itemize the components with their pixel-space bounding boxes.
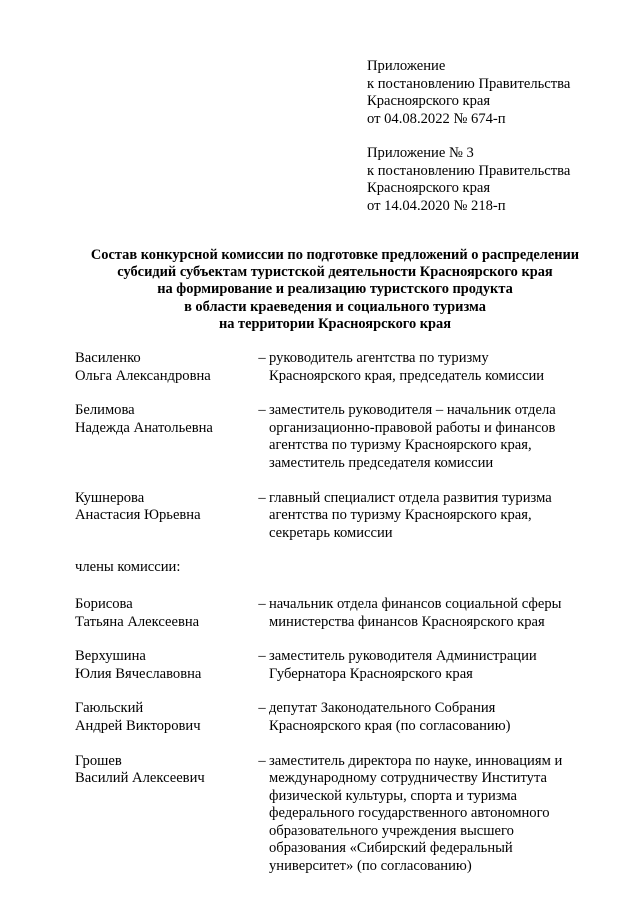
members-list: [75, 596, 605, 876]
member-role-line: Губернатора Красноярского края: [269, 665, 473, 682]
member-name: [75, 753, 255, 876]
member-name-line: Грошев: [75, 752, 122, 769]
member-role-line: организационно-правовой работы и финансов: [269, 419, 556, 436]
appendix-block-original: [367, 145, 627, 215]
appendix-line: к постановлению Правительства: [367, 162, 571, 179]
member-role-line: руководитель агентства по туризму: [269, 350, 489, 366]
member-role-line: агентства по туризму Красноярского края,: [269, 507, 532, 524]
appendix-line: Красноярского края: [367, 180, 491, 197]
appendix-line: от 14.04.2020 № 218-п: [367, 197, 506, 214]
member-name-line: Василий Алексеевич: [75, 770, 205, 787]
member-role-line: министерства финансов Красноярского края: [269, 613, 545, 630]
member-role-line: начальник отдела финансов социальной сферы: [269, 595, 562, 612]
member-name: [75, 490, 255, 543]
dash-separator: –: [258, 595, 266, 612]
member-role: [269, 648, 589, 683]
member-row: [75, 700, 605, 735]
appendix-block-current: [367, 58, 627, 128]
member-role: [269, 753, 589, 876]
member-role-line: федерального государственного автономного: [269, 805, 550, 822]
member-role-line: заместитель председателя комиссии: [269, 454, 494, 471]
member-role-line: образовательного учреждения высшего: [269, 822, 514, 839]
member-row: [75, 596, 605, 631]
member-role: [269, 596, 589, 631]
title-line: субсидий субъектам туристской деятельности Красноярского края: [117, 264, 553, 281]
member-role-line: заместитель директора по науке, инновациям и: [269, 752, 563, 769]
member-role: [269, 700, 589, 735]
member-role: [269, 402, 589, 472]
member-name-line: Василенко: [75, 350, 141, 366]
dash-separator: –: [258, 350, 266, 366]
member-role-line: заместитель руководителя – начальник отдела: [269, 402, 556, 419]
member-role-line: Красноярского края, председатель комиссии: [269, 367, 545, 384]
commission-composition: [75, 350, 605, 893]
leadership-list: [75, 350, 605, 542]
member-role: [269, 490, 589, 543]
document-title: [70, 247, 600, 333]
member-row: [75, 350, 605, 385]
dash-separator: –: [258, 752, 266, 769]
title-line: на формирование и реализацию туристского продукта: [157, 281, 513, 298]
member-role-line: заместитель руководителя Администрации: [269, 648, 537, 665]
member-role-line: депутат Законодательного Собрания: [269, 700, 496, 717]
member-name-line: Андрей Викторович: [75, 717, 201, 734]
member-name-line: Юлия Вячеславовна: [75, 665, 202, 682]
member-name: [75, 402, 255, 472]
member-role-line: Красноярского края (по согласованию): [269, 717, 511, 734]
title-line: Состав конкурсной комиссии по подготовке предложений о распределении: [90, 247, 580, 263]
member-role-line: физической культуры, спорта и туризма: [269, 787, 517, 804]
member-role: [269, 350, 589, 385]
member-name-line: Белимова: [75, 402, 135, 419]
member-name-line: Кушнерова: [75, 489, 145, 506]
member-role-line: секретарь комиссии: [269, 524, 393, 541]
title-line: в области краеведения и социального туризма: [184, 298, 486, 315]
member-name-line: Верхушина: [75, 648, 146, 665]
title-line: на территории Красноярского края: [218, 315, 452, 332]
member-role-line: образования «Сибирский федеральный: [269, 840, 513, 857]
member-role-line: международному сотрудничеству Института: [269, 770, 547, 787]
member-name: [75, 700, 255, 735]
member-name-line: Надежда Анатольевна: [75, 419, 213, 436]
member-name-line: Борисова: [75, 595, 133, 612]
appendix-line: Красноярского края: [367, 93, 491, 110]
member-name-line: Ольга Александровна: [75, 367, 211, 384]
dash-separator: –: [258, 700, 266, 717]
dash-separator: –: [258, 648, 266, 665]
member-row: [75, 753, 605, 876]
member-role-line: университет» (по согласованию): [269, 858, 472, 875]
appendix-line: от 04.08.2022 № 674-п: [367, 110, 506, 127]
members-heading: члены комиссии:: [75, 559, 181, 576]
member-row: [75, 402, 605, 472]
member-row: [75, 648, 605, 683]
dash-separator: –: [258, 489, 266, 506]
member-name: [75, 648, 255, 683]
member-name-line: Гаюльский: [75, 700, 144, 717]
member-role-line: главный специалист отдела развития туризма: [269, 489, 552, 506]
member-row: [75, 490, 605, 543]
member-name: [75, 350, 255, 385]
appendix-line: Приложение № 3: [367, 145, 474, 161]
member-name-line: Татьяна Алексеевна: [75, 613, 200, 630]
member-name-line: Анастасия Юрьевна: [75, 507, 201, 524]
dash-separator: –: [258, 402, 266, 419]
appendix-line: к постановлению Правительства: [367, 75, 571, 92]
member-name: [75, 596, 255, 631]
appendix-line: Приложение: [367, 58, 446, 74]
member-role-line: агентства по туризму Красноярского края,: [269, 437, 532, 454]
